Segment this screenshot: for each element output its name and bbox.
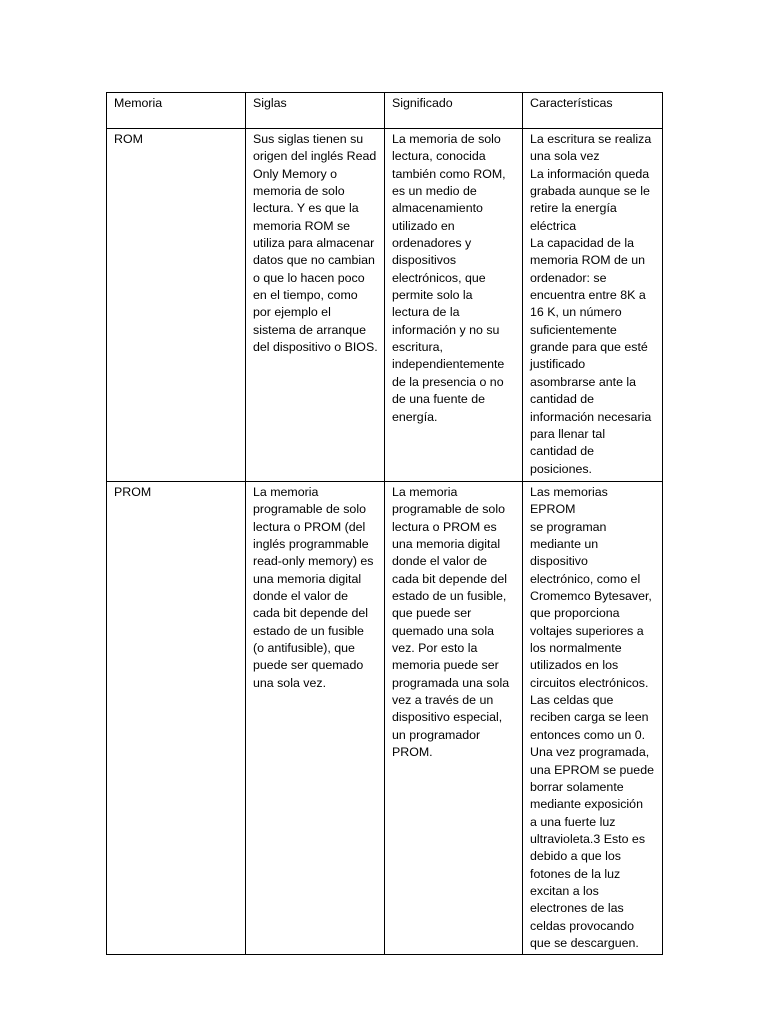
memory-table	[106, 92, 663, 955]
cell-significado: La memoria de solo lectura, conocida también como ROM, es un medio de almacenamiento utilizado en ordenadores y dispositivos electrónicos, que permite solo la lectura de la información y no su escritura, independientemente de la presencia o no de una fuente de energía.	[385, 129, 523, 482]
cell-significado: La memoria programable de solo lectura o PROM es una memoria digital donde el valor de cada bit depende del estado de un fusible, que puede ser quemado una sola vez. Por esto la memoria puede ser programada una sola vez a través de un dispositivo especial, un programador PROM.	[385, 482, 523, 955]
cell-memoria: ROM	[107, 129, 246, 482]
cell-memoria: PROM	[107, 482, 246, 955]
header-caracteristicas: Características	[523, 93, 663, 129]
header-siglas: Siglas	[246, 93, 385, 129]
cell-siglas: Sus siglas tienen su origen del inglés Read Only Memory o memoria de solo lectura. Y es que la memoria ROM se utiliza para almacenar datos que no cambian o que lo hacen poco en el tiempo, como por ejemplo el sistema de arranque del dispositivo o BIOS.	[246, 129, 385, 482]
cell-caracteristicas: La escritura se realiza una sola vez La información queda grabada aunque se le retire la energía eléctrica La capacidad de la memoria ROM de un ordenador: se encuentra entre 8K a 16 K, un número suficientemente grande para que esté justificado asombrarse ante la cantidad de información necesaria para llenar tal cantidad de posiciones.	[523, 129, 663, 482]
table-header-row	[107, 93, 663, 129]
header-memoria: Memoria	[107, 93, 246, 129]
cell-siglas: La memoria programable de solo lectura o PROM (del inglés programmable read-only memory) es una memoria digital donde el valor de cada bit depende del estado de un fusible (o antifusible), que puede ser quemado una sola vez.	[246, 482, 385, 955]
table-row	[107, 129, 663, 482]
table-row	[107, 482, 663, 955]
cell-caracteristicas: Las memorias EPROM se programan mediante un dispositivo electrónico, como el Cromemco Bytesaver, que proporciona voltajes superiores a los normalmente utilizados en los circuitos electrónicos. Las celdas que reciben carga se leen entonces como un 0. Una vez programada, una EPROM se puede borrar solamente mediante exposición a una fuerte luz ultravioleta.3 Esto es debido a que los fotones de la luz excitan a los electrones de las celdas provocando que se descarguen.	[523, 482, 663, 955]
header-significado: Significado	[385, 93, 523, 129]
